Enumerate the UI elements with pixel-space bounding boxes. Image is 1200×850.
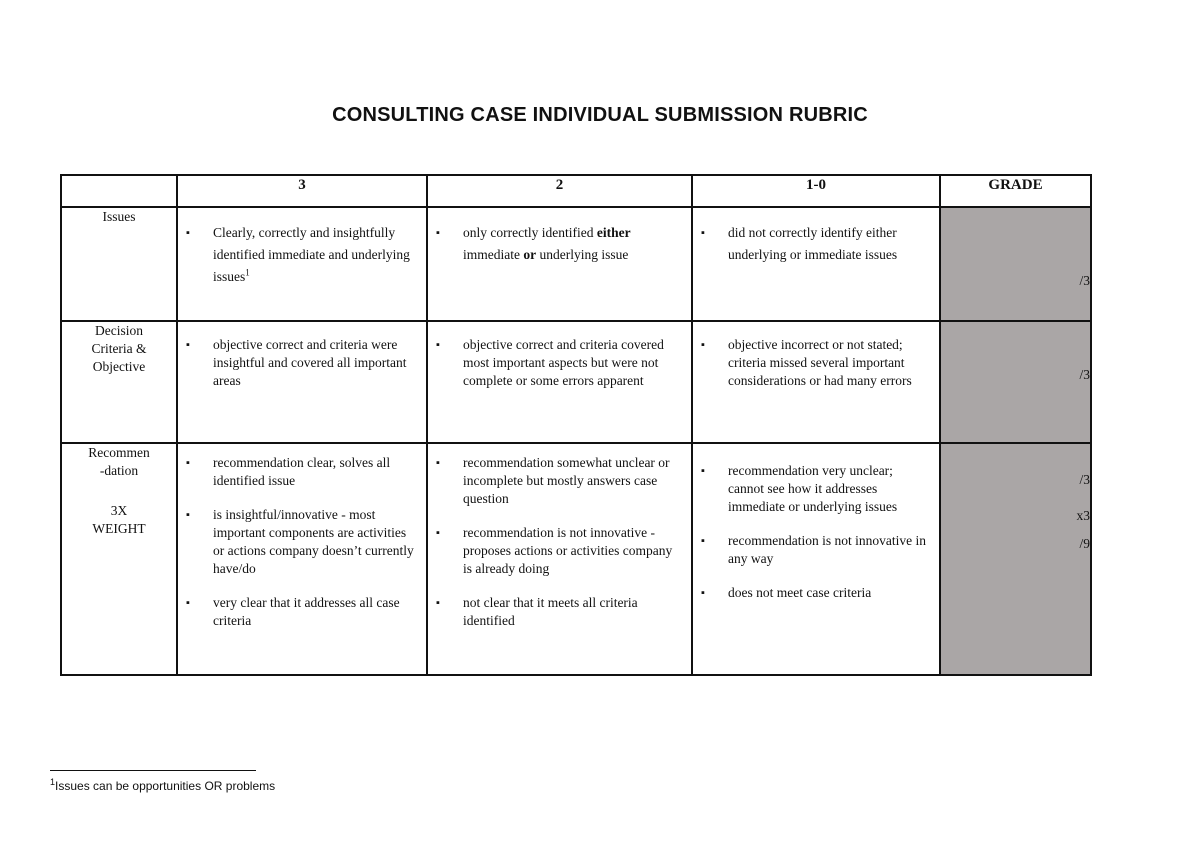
issues-score-3 [177,207,427,321]
decision-score-3 [177,321,427,443]
list-item: ▪ Clearly, correctly and insightfully identified immediate and underlying issues$^1$ [186,222,416,288]
list-item: ▪ objective correct and criteria were insightful and covered all important areas [186,336,416,390]
footnote-divider [50,770,256,771]
header-grade: GRADE [940,175,1091,207]
grade-value: /3 [1079,472,1090,487]
list-item: ▪ recommendation is not innovative - proposes actions or activities company is already doing [436,524,681,578]
list-item: ▪ very clear that it addresses all case criteria [186,594,416,630]
footnote-marker: 1 [50,777,56,787]
footnote [50,779,275,793]
decision-score-2 [427,321,692,443]
table-row [61,443,1091,675]
footnote-ref: 1 [245,267,250,278]
table-row [61,207,1091,321]
list-item: ▪ did not correctly identify either underlying or immediate issues [701,222,929,266]
recommendation-score-2 [427,443,692,675]
grade-value: /3 [1079,367,1090,382]
list-item: ▪ is insightful/innovative - most important components are activities or actions company doesn’t currently have/do [186,506,416,578]
table-row [61,321,1091,443]
header-score-3: 3 [177,175,427,207]
criterion-decision-criteria: Decision Criteria & Objective [61,321,177,443]
recommendation-score-3 [177,443,427,675]
grade-cell-issues [940,207,1091,321]
list-item: ▪ recommendation is not innovative in any way [701,532,929,568]
table-header-row [61,175,1091,207]
grade-total: /9 [1079,536,1090,551]
grade-cell-decision [940,321,1091,443]
list-item: ▪ recommendation clear, solves all identified issue [186,454,416,490]
criterion-issues: Issues [61,207,177,321]
list-item: ▪ objective correct and criteria covered most important aspects but were not complete or some errors apparent [436,336,681,390]
criterion-recommendation: Recommen -dation 3X WEIGHT [61,443,177,675]
rubric-table [60,174,1092,676]
decision-score-1-0 [692,321,940,443]
page-title: CONSULTING CASE INDIVIDUAL SUBMISSION RUBRIC [332,104,868,126]
list-item: ▪ recommendation somewhat unclear or incomplete but mostly answers case question [436,454,681,508]
header-score-1-0: 1-0 [692,175,940,207]
list-item: ▪ not clear that it meets all criteria identified [436,594,681,630]
footnote-text: Issues can be opportunities OR problems [55,779,276,793]
list-item: ▪ does not meet case criteria [701,584,929,602]
grade-multiplier: x3 [1076,508,1090,523]
grade-cell-recommendation [940,443,1091,675]
issues-score-2 [427,207,692,321]
header-score-2: 2 [427,175,692,207]
list-item: ▪ only correctly identified either immediate or underlying issue [436,222,681,266]
recommendation-score-1-0 [692,443,940,675]
list-item: ▪ recommendation very unclear; cannot see how it addresses immediate or underlying issues [701,462,929,516]
grade-value: /3 [1079,273,1090,288]
list-item: ▪ objective incorrect or not stated; criteria missed several important considerations or had many errors [701,336,929,390]
issues-score-1-0 [692,207,940,321]
header-criterion [61,175,177,207]
